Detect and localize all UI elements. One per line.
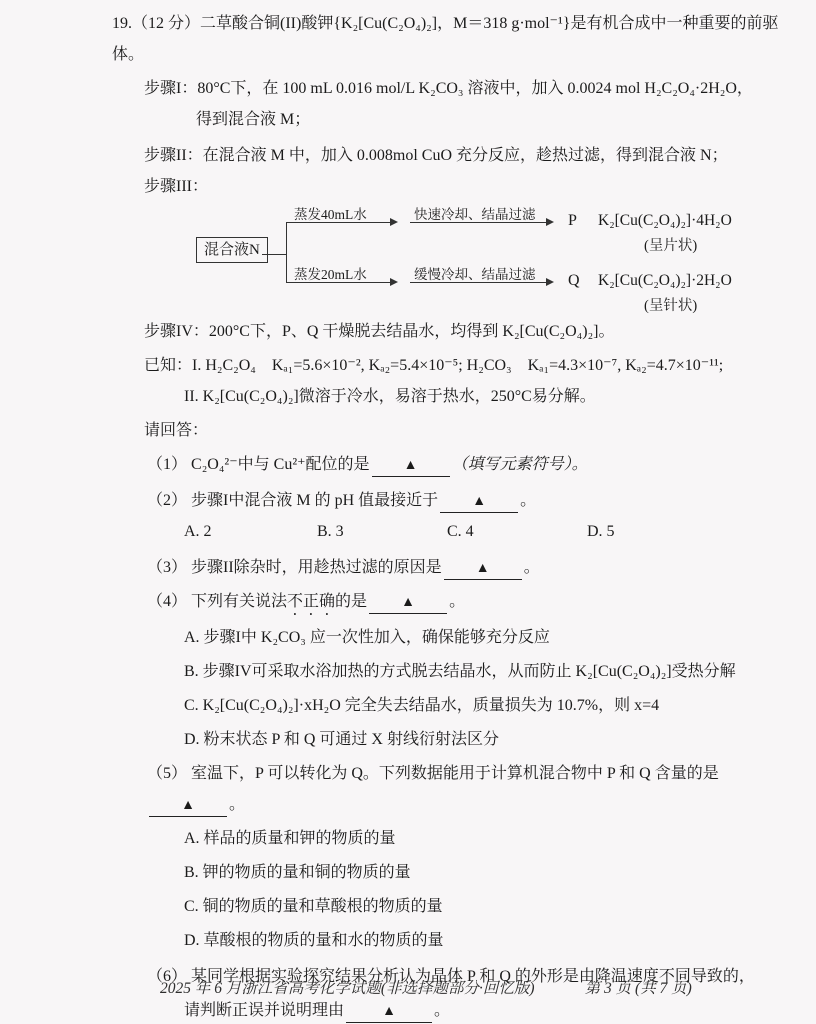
question-2-blank <box>440 493 518 513</box>
q4-choice-a: A. 步骤I中 K₂CO₃ 应一次性加入，确保能够充分反应 <box>184 629 550 646</box>
question-2-number: （2） <box>147 492 188 509</box>
product-q-label: Q <box>568 272 580 289</box>
question-6-text: 请判断正误并说明理由 <box>184 1002 345 1019</box>
product-p-formula: K₂[Cu(C₂O₄)₂]·4H₂O <box>598 212 732 229</box>
step-4-text: 200°C下，P、Q 干燥脱去结晶水，均得到 K₂[Cu(C₂O₄)₂]。 <box>208 323 615 340</box>
q2-choice-d: D. 5 <box>587 523 615 540</box>
page-footer <box>160 976 692 998</box>
question-3 <box>147 552 790 583</box>
question-5 <box>147 758 790 820</box>
known-item-1: I. H₂C₂O₄ Kₐ₁=5.6×10⁻², Kₐ₂=5.4×10⁻⁵; H₂CO₃ Kₐ₁=4.3×10⁻⁷, Kₐ₂=4.7×10⁻¹¹; <box>192 357 724 374</box>
question-1 <box>147 449 790 480</box>
step-1-line <box>144 73 790 104</box>
question-4-text-mid: 的是 <box>335 593 368 610</box>
flowchart-mixture-box <box>196 237 268 263</box>
q2-choice-b: B. 3 <box>317 523 344 540</box>
step-1-text: 80°C下，在 100 mL 0.016 mol/L K₂CO₃ 溶液中，加入 0.0024 mol H₂C₂O₄·2H₂O， <box>197 80 753 97</box>
question-6-line-1: 某同学根据实验探究结果分析认为晶体 P 和 Q 的外形是由降温速度不同导致的， <box>191 968 755 985</box>
question-5-text: 室温下，P 可以转化为 Q。下列数据能用于计算机混合物中 P 和 Q 含量的是 <box>191 765 719 782</box>
q4-choice-c: C. K₂[Cu(C₂O₄)₂]·xH₂O 完全失去结晶水，质量损失为 10.7%，则 x=4 <box>184 697 660 714</box>
question-6-number: （6） <box>147 968 188 985</box>
step-2-text: 在混合液 M 中，加入 0.008mol CuO 充分反应，趁热过滤，得到混合液 N； <box>202 147 728 164</box>
question-2-text: 步骤I中混合液 M 的 pH 值最接近于 <box>191 492 439 509</box>
question-3-number: （3） <box>147 559 188 576</box>
question-points: （12 分） <box>132 15 201 32</box>
question-4-blank <box>369 594 447 614</box>
question-2-choices <box>184 516 790 547</box>
step-4-label: 步骤IV： <box>144 323 209 340</box>
footer-title: 2025 年 6 月浙江省高考化学试题(非选择题部分·回忆版) <box>160 980 535 997</box>
footer-page-number: 第 3 页 (共 7 页) <box>584 980 692 997</box>
question-6-line-2 <box>184 995 790 1024</box>
bottom-evaporate-label: 蒸发20mL水 <box>294 267 367 282</box>
question-number: 19. <box>112 15 132 32</box>
q5-choice-a: A. 样品的质量和钾的物质的量 <box>184 830 396 847</box>
question-6-period: 。 <box>434 1002 451 1019</box>
question-1-text: C₂O₄²⁻中与 Cu²⁺配位的是 <box>191 456 370 473</box>
flowchart-branch-line <box>286 222 287 282</box>
question-2 <box>147 485 790 516</box>
step3-flowchart <box>196 206 816 314</box>
known-line-2: II. K₂[Cu(C₂O₄)₂]微溶于冷水，易溶于热水，250°C易分解。 <box>184 388 596 405</box>
question-4 <box>147 586 790 619</box>
question-1-hint: （填写元素符号）。 <box>451 456 588 473</box>
mixture-box-label: 混合液N <box>204 242 260 258</box>
q5-choice-c: C. 铜的物质的量和草酸根的物质的量 <box>184 898 443 915</box>
question-header <box>112 8 790 70</box>
product-q-shape: (呈针状) <box>644 298 698 314</box>
product-p-shape: (呈片状) <box>644 238 698 254</box>
step-3-label: 步骤III： <box>144 178 208 195</box>
q2-choice-c: C. 4 <box>447 523 474 540</box>
flowchart-connector <box>262 254 286 255</box>
question-intro: 二草酸合铜(II)酸钾{K₂[Cu(C₂O₄)₂]，M＝318 g·mol⁻¹}是有机合成中一种重要的前驱体。 <box>112 15 779 63</box>
question-4-text-pre: 下列有关说法 <box>191 593 288 610</box>
answer-prompt: 请回答： <box>144 422 209 439</box>
question-1-blank <box>372 457 450 477</box>
bottom-cooling-label: 缓慢冷却、结晶过滤 <box>414 267 536 282</box>
blank-triangle: ▲ <box>475 561 490 576</box>
question-5-number: （5） <box>147 765 188 782</box>
known-line-1 <box>144 350 790 381</box>
step-1-continuation: 得到混合液 M； <box>196 111 311 128</box>
product-p-label: P <box>568 212 577 229</box>
step-2-label: 步骤II： <box>144 147 203 164</box>
question-4-period: 。 <box>449 593 466 610</box>
blank-triangle: ▲ <box>382 1004 396 1019</box>
question-19-block <box>112 8 790 1024</box>
question-3-text: 步骤II除杂时，用趁热过滤的原因是 <box>191 559 442 576</box>
top-evaporate-label: 蒸发40mL水 <box>294 207 367 222</box>
q5-choice-b: B. 钾的物质的量和铜的物质的量 <box>184 864 411 881</box>
step-2-line <box>144 140 790 171</box>
q4-choice-d: D. 粉末状态 P 和 Q 可通过 X 射线衍射法区分 <box>184 731 499 748</box>
question-6-blank <box>346 1003 432 1023</box>
blank-triangle: ▲ <box>403 458 418 473</box>
question-4-number: （4） <box>147 593 188 610</box>
blank-triangle: ▲ <box>401 595 415 610</box>
question-5-period: 。 <box>229 796 246 813</box>
question-4-emphasized: 不正确 <box>287 593 336 610</box>
q4-choice-b: B. 步骤IV可采取水浴加热的方式脱去结晶水，从而防止 K₂[Cu(C₂O₄)₂]受热分解 <box>184 663 736 680</box>
blank-triangle: ▲ <box>472 494 487 509</box>
top-cooling-label: 快速冷却、结晶过滤 <box>414 207 536 222</box>
q2-choice-a: A. 2 <box>184 523 212 540</box>
question-5-blank <box>149 797 227 817</box>
step-1-label: 步骤I： <box>144 80 198 97</box>
product-q-formula: K₂[Cu(C₂O₄)₂]·2H₂O <box>598 272 732 289</box>
question-2-period: 。 <box>520 492 537 509</box>
blank-triangle: ▲ <box>181 798 195 813</box>
known-label: 已知： <box>144 357 193 374</box>
question-1-number: （1） <box>147 456 188 473</box>
step-4-line <box>144 316 790 347</box>
question-3-blank <box>444 560 522 580</box>
question-3-period: 。 <box>523 559 540 576</box>
q5-choice-d: D. 草酸根的物质的量和水的物质的量 <box>184 932 444 949</box>
